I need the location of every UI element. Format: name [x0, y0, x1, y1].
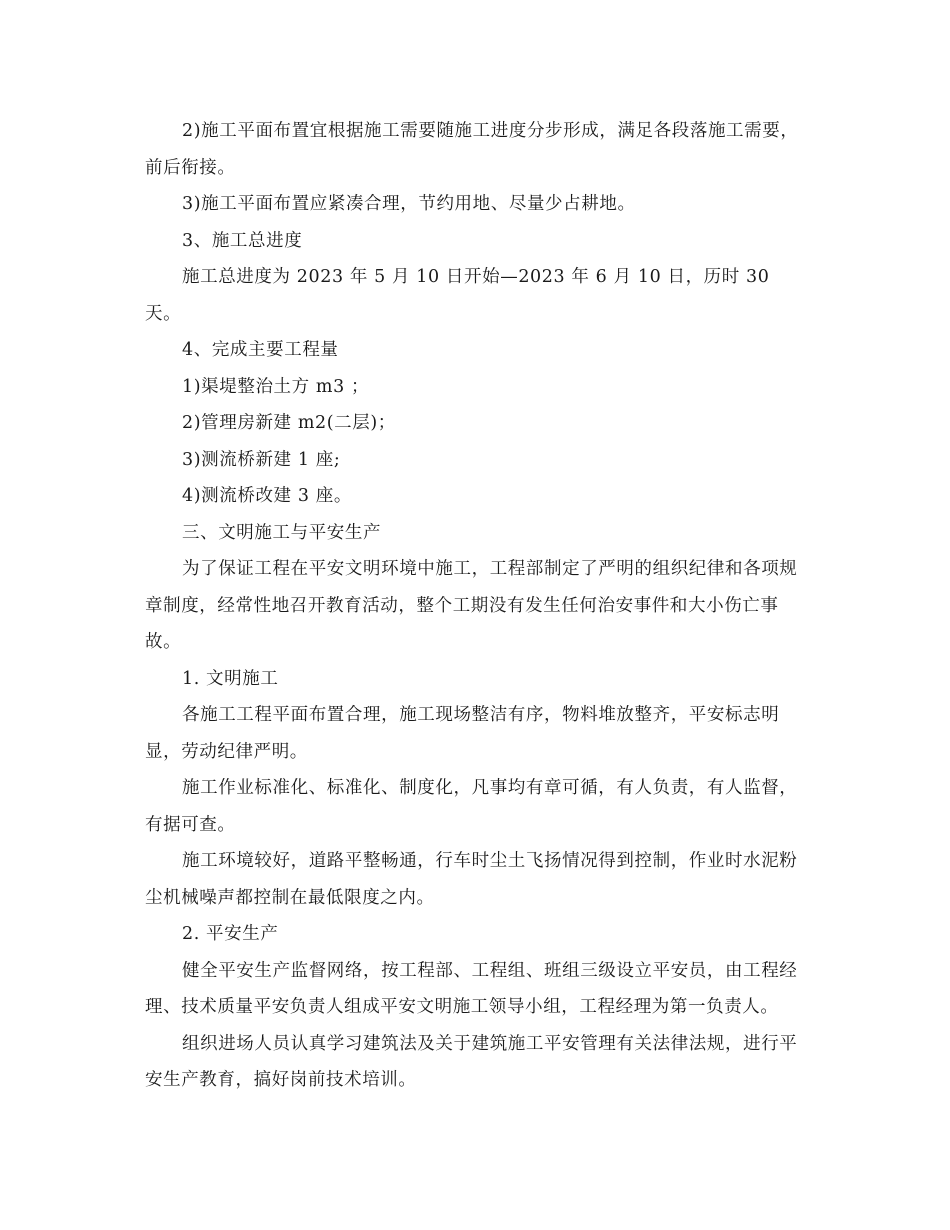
paragraph-safety-intro: 为了保证工程在平安文明环境中施工，工程部制定了严明的组织纪律和各项规章制度，经常性地召开教育活动，整个工期没有发生任何治安事件和大小伤亡事故。 [145, 559, 798, 652]
paragraph-environment: 施工环境较好，道路平整畅通，行车时尘土飞扬情况得到控制，作业时水泥粉尘机械噪声都控制在最低限度之内。 [145, 851, 798, 908]
paragraph-safety-training: 组织进场人员认真学习建筑法及关于建筑施工平安管理有关法律法规，进行平安生产教育，搞好岗前技术培训。 [145, 1033, 798, 1090]
heading-safe-production: 2. 平安生产 [182, 924, 279, 944]
heading-civilized-construction: 1. 文明施工 [182, 668, 279, 689]
list-item-earthwork: 1)渠堤整治土方 m3 ； [182, 376, 370, 397]
list-item-management-house: 2)管理房新建 m2(二层)； [182, 413, 396, 433]
heading-civilized-safety: 三、文明施工与平安生产 [182, 522, 382, 543]
paragraph-site-layout: 各施工工程平面布置合理，施工现场整洁有序，物料堆放整齐，平安标志明显，劳动纪律严明。 [145, 705, 780, 762]
list-item-new-bridge: 3)测流桥新建 1 座; [182, 449, 341, 470]
heading-quantities: 4、完成主要工程量 [182, 340, 339, 360]
paragraph-safety-network: 健全平安生产监督网络，按工程部、工程组、班组三级设立平安员，由工程经理、技术质量平安负责人组成平安文明施工领导小组，工程经理为第一负责人。 [145, 960, 798, 1017]
heading-schedule: 3、施工总进度 [182, 230, 303, 251]
list-item-rebuilt-bridge: 4)测流桥改建 3 座。 [182, 486, 352, 506]
paragraph-layout-stage: 2)施工平面布置宜根据施工需要随施工进度分步形成，满足各段落施工需要，前后衔接。 [145, 121, 799, 178]
paragraph-standardization: 施工作业标准化、标准化、制度化，凡事均有章可循，有人负责，有人监督，有据可查。 [145, 778, 798, 835]
paragraph-schedule: 施工总进度为 2023 年 5 月 10 日开始—2023 年 6 月 10 日，历时 30 天。 [145, 267, 770, 324]
document-body [145, 113, 805, 1099]
paragraph-layout-compact: 3)施工平面布置应紧凑合理，节约用地、尽量少占耕地。 [182, 194, 636, 214]
